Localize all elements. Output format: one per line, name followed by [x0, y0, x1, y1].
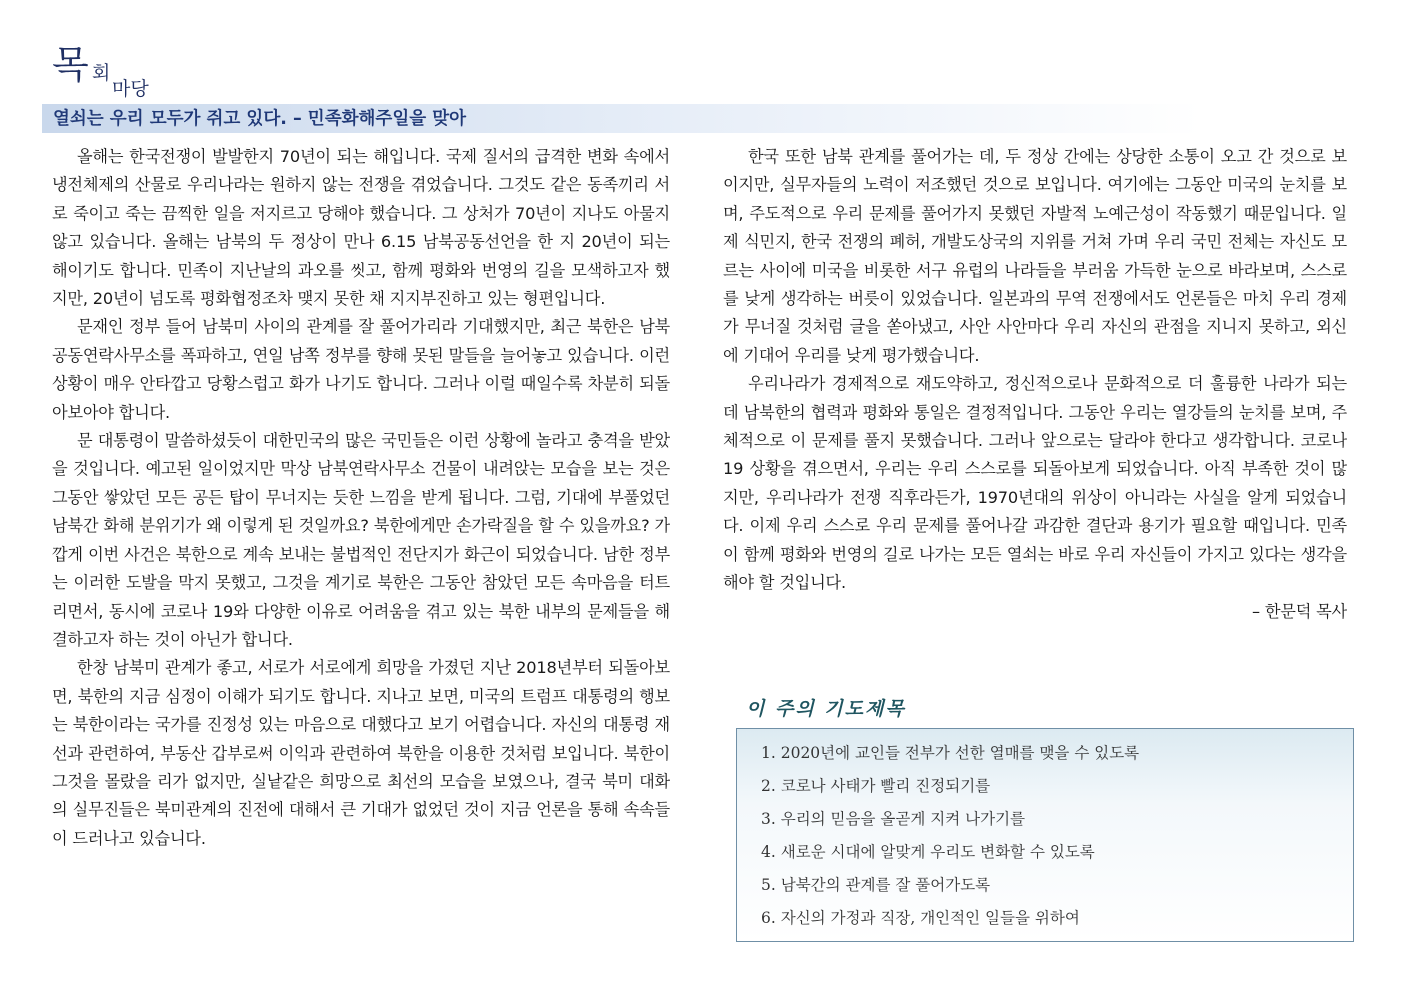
- article-title: 열쇠는 우리 모두가 쥐고 있다. – 민족화해주일을 맞아: [53, 109, 467, 129]
- article-paragraph: 우리나라가 경제적으로 재도약하고, 정신적으로나 문화적으로 더 훌륭한 나라가 되는데 남북한의 협력과 평화와 통일은 결정적입니다. 그동안 우리는 열강들의 눈치를 보며, 주체적으로 이 문제를 풀지 못했습니다. 그러나 앞으로는 달라야 한다고 생각합니다. 코로나 19 상황을 겪으면서, 우리는 우리 스스로를 되돌아보게 되었습니다. 아직 부족한 것이 많지만, 우리나라가 전쟁 직후라든가, 1970년대의 위상이 아니라는 사실을 알게 되었습니다. 이제 우리 스스로 우리 문제를 풀어나갈 과감한 결단과 용기가 필요할 때입니다. 민족이 함께 평화와 번영의 길로 나가는 모든 열쇠는 바로 우리 자신들이 가지고 있다는 생각을 해야 할 것입니다.: [723, 374, 1347, 593]
- logo-madang: 마당: [112, 78, 149, 100]
- prayer-item: 3. 우리의 믿음을 올곧게 지켜 나가기를: [761, 810, 1026, 828]
- article-paragraph: 문재인 정부 들어 남북미 사이의 관계를 잘 풀어가리라 기대했지만, 최근 북한은 남북공동연락사무소를 폭파하고, 연일 남쪽 정부를 향해 못된 말들을 늘어놓고 있습니다. 이런 상황이 매우 안타깝고 당황스럽고 화가 나기도 합니다. 그러나 이럴 때일수록 차분히 되돌아보아야 합니다.: [52, 317, 670, 422]
- prayer-item: 6. 자신의 가정과 직장, 개인적인 일들을 위하여: [761, 909, 1080, 927]
- prayer-heading: 이 주의 기도제목: [746, 698, 906, 720]
- prayer-list: [761, 737, 1353, 935]
- logo-char-mok: 목: [52, 43, 89, 87]
- article-column-left: [52, 143, 670, 853]
- prayer-item: 5. 남북간의 관계를 잘 풀어가도록: [761, 876, 991, 894]
- author-signature: – 한문덕 목사: [1252, 601, 1347, 621]
- article-paragraph: 한국 또한 남북 관계를 풀어가는 데, 두 정상 간에는 상당한 소통이 오고 간 것으로 보이지만, 실무자들의 노력이 저조했던 것으로 보입니다. 여기에는 그동안 미국의 눈치를 보며, 주도적으로 우리 문제를 풀어가지 못했던 자발적 노예근성이 작동했기 때문입니다. 일제 식민지, 한국 전쟁의 폐허, 개발도상국의 지위를 거쳐 가며 우리 국민 전체는 자신도 모르는 사이에 미국을 비롯한 서구 유럽의 나라들을 부러움 가득한 눈으로 바라보며, 스스로를 낮게 생각하는 버릇이 있었습니다. 일본과의 무역 전쟁에서도 언론들은 마치 우리 경제가 무너질 것처럼 글을 쏟아냈고, 사안 사안마다 우리 자신의 관점을 지니지 못하고, 외신에 기대어 우리를 낮게 평가했습니다.: [723, 147, 1347, 365]
- article-paragraph: 올해는 한국전쟁이 발발한지 70년이 되는 해입니다. 국제 질서의 급격한 변화 속에서 냉전체제의 산물로 우리나라는 원하지 않는 전쟁을 겪었습니다. 그것도 같은 동족끼리 서로 죽이고 죽는 끔찍한 일을 저지르고 당해야 했습니다. 그 상처가 70년이 지나도 아물지 않고 있습니다. 올해는 남북의 두 정상이 만나 6.15 남북공동선언을 한 지 20년이 되는 해이기도 합니다. 민족이 지난날의 과오를 씻고, 함께 평화와 번영의 길을 모색하고자 했지만, 20년이 넘도록 평화협정조차 맺지 못한 채 지지부진하고 있는 형편입니다.: [52, 147, 670, 309]
- section-logo: [52, 43, 192, 104]
- article-paragraph: 문 대통령이 말씀하셨듯이 대한민국의 많은 국민들은 이런 상황에 놀라고 충격을 받았을 것입니다. 예고된 일이었지만 막상 남북연락사무소 건물이 내려앉는 모습을 보는 것은 그동안 쌓았던 모든 공든 탑이 무너지는 듯한 느낌을 받게 됩니다. 그럼, 기대에 부풀었던 남북간 화해 분위기가 왜 이렇게 된 것일까요? 북한에게만 손가락질을 할 수 있을까요? 가깝게 이번 사건은 북한으로 계속 보내는 불법적인 전단지가 화근이 되었습니다. 남한 정부는 이러한 도발을 막지 못했고, 그것을 계기로 북한은 그동안 참았던 모든 속마음을 터트리면서, 동시에 코로나 19와 다양한 이유로 어려움을 겪고 있는 북한 내부의 문제들을 해결하고자 하는 것이 아닌가 합니다.: [52, 431, 670, 649]
- prayer-item: 2. 코로나 사태가 빨리 진정되기를: [761, 777, 991, 795]
- prayer-item: 4. 새로운 시대에 알맞게 우리도 변화할 수 있도록: [761, 843, 1095, 861]
- prayer-list-box: [736, 728, 1354, 942]
- prayer-item: 1. 2020년에 교인들 전부가 선한 열매를 맺을 수 있도록: [761, 744, 1140, 762]
- logo-char-hoe: 회: [92, 62, 111, 84]
- article-paragraph: 한창 남북미 관계가 좋고, 서로가 서로에게 희망을 가졌던 지난 2018년부터 되돌아보면, 북한의 지금 심정이 이해가 되기도 합니다. 지나고 보면, 미국의 트럼프 대통령의 행보는 북한이라는 국가를 진정성 있는 마음으로 대했다고 보기 어렵습니다. 자신의 대통령 재선과 관련하여, 부동산 갑부로써 이익과 관련하여 북한을 이용한 것처럼 보입니다. 북한이 그것을 몰랐을 리가 없지만, 실낱같은 희망으로 최선의 모습을 보였으나, 결국 북미 대화의 실무진들은 북미관계의 진전에 대해서 큰 기대가 없었던 것이 지금 언론을 통해 속속들이 드러나고 있습니다.: [52, 658, 670, 848]
- article-column-right: [723, 143, 1347, 626]
